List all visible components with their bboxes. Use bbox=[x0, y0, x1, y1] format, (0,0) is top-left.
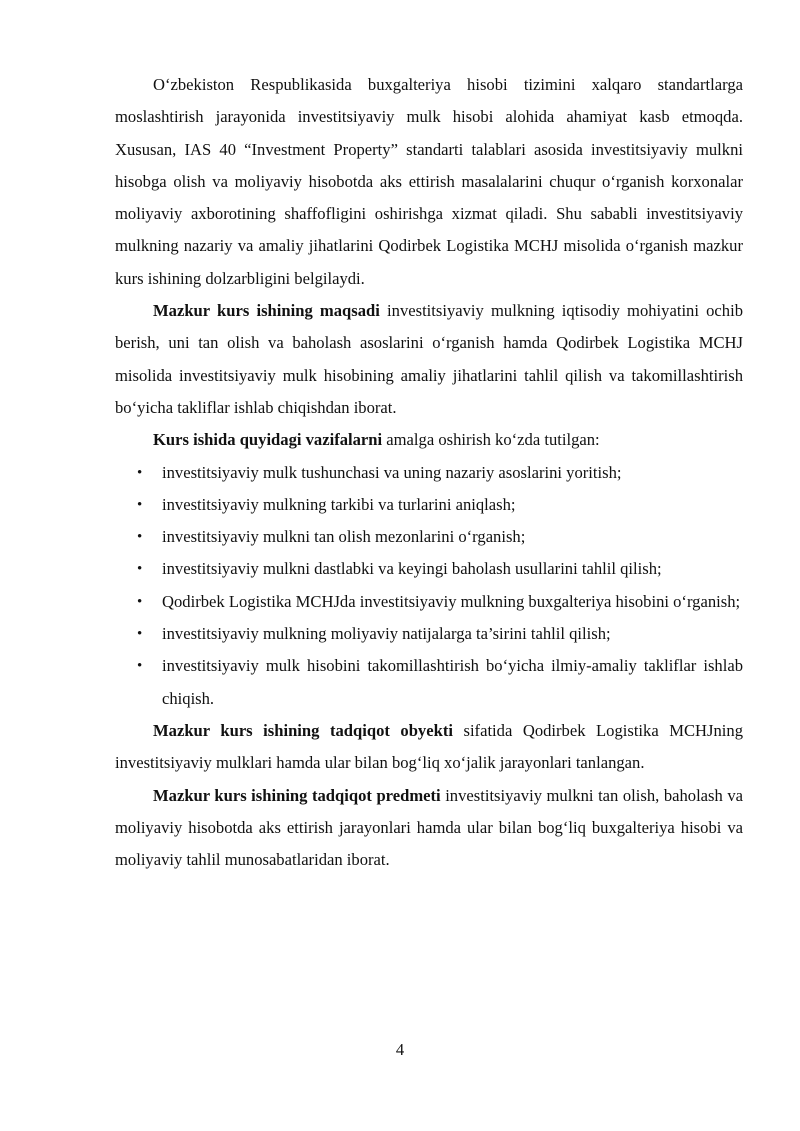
bullet-icon: • bbox=[137, 529, 143, 546]
research-object-text: sifatida Qodirbek Logistika MCHJning investitsiyaviy mulklari hamda ular bilan bog‘liq xo‘jalik jarayonlari tanlangan. bbox=[115, 720, 743, 773]
list-item-text: investitsiyaviy mulkning moliyaviy natijalarga ta’sirini tahlil qilish; bbox=[162, 624, 611, 644]
bullet-icon: • bbox=[137, 658, 143, 675]
list-item bbox=[115, 457, 743, 489]
research-subject-paragraph bbox=[115, 780, 743, 877]
bullet-icon: • bbox=[137, 496, 143, 513]
research-object-paragraph bbox=[115, 715, 743, 780]
list-item-text: investitsiyaviy mulkning tarkibi va turlarini aniqlash; bbox=[162, 494, 516, 514]
list-item bbox=[115, 618, 743, 650]
page-number: 4 bbox=[395, 1040, 405, 1059]
list-item-text: investitsiyaviy mulkni tan olish mezonlarini o‘rganish; bbox=[162, 527, 526, 547]
tasks-list bbox=[115, 457, 743, 715]
tasks-intro-text: amalga oshirish ko‘zda tutilgan: bbox=[382, 430, 600, 450]
goal-heading: Mazkur kurs ishining maqsadi bbox=[153, 301, 380, 321]
list-item-text: investitsiyaviy mulkni dastlabki va keyingi baholash usullarini tahlil qilish; bbox=[162, 559, 662, 579]
research-subject-text: investitsiyaviy mulkni tan olish, baholash va moliyaviy hisobotda aks ettirish jarayonlari hamda ular bilan bog‘liq buxgalteriya hisobi va moliyaviy tahlil munosabatlaridan iborat. bbox=[115, 785, 743, 870]
bullet-icon: • bbox=[137, 561, 143, 578]
goal-text: investitsiyaviy mulkning iqtisodiy mohiyatini ochib berish, uni tan olish va baholash asoslarini o‘rganish hamda Qodirbek Logistika MCHJ misolida investitsiyaviy mulk hisobining amaliy jihatlarini tahlil qilish va takomillashtirish bo‘yicha takliflar ishlab chiqishdan iborat. bbox=[115, 301, 744, 417]
bullet-icon: • bbox=[137, 593, 143, 610]
list-item bbox=[115, 586, 743, 618]
tasks-intro-paragraph bbox=[115, 424, 743, 456]
intro-paragraph: O‘zbekiston Respublikasida buxgalteriya hisobi tizimini xalqaro standartlarga moslashtirish jarayonida investitsiyaviy mulk hisobi alohida ahamiyat kasb etmoqda. Xususan, IAS 40 “Investment Property” standarti talablari asosida investitsiyaviy mulkni hisobga olish va moliyaviy hisobotda aks ettirish masalalarini chuqur o‘rganish korxonalar moliyaviy axborotining shaffofligini oshirishga xizmat qiladi. Shu sababli investitsiyaviy mulkning nazariy va amaliy jihatlarini Qodirbek Logistika MCHJ misolida o‘rganish mazkur kurs ishining dolzarbligini belgilaydi. bbox=[115, 75, 743, 288]
list-item bbox=[115, 553, 743, 585]
research-subject-heading: Mazkur kurs ishining tadqiqot predmeti bbox=[153, 785, 441, 805]
research-object-heading: Mazkur kurs ishining tadqiqot obyekti bbox=[153, 720, 453, 740]
page-body bbox=[115, 69, 743, 876]
list-item-text: investitsiyaviy mulk tushunchasi va uning nazariy asoslarini yoritish; bbox=[162, 462, 622, 482]
goal-paragraph bbox=[115, 295, 743, 424]
list-item-text: investitsiyaviy mulk hisobini takomillashtirish bo‘yicha ilmiy-amaliy takliflar ishlab chiqish. bbox=[162, 656, 743, 708]
list-item bbox=[115, 650, 743, 715]
list-item-text: Qodirbek Logistika MCHJda investitsiyaviy mulkning buxgalteriya hisobini o‘rganish; bbox=[162, 591, 741, 611]
bullet-icon: • bbox=[137, 626, 143, 643]
list-item bbox=[115, 489, 743, 521]
bullet-icon: • bbox=[137, 464, 143, 481]
list-item bbox=[115, 521, 743, 553]
tasks-heading: Kurs ishida quyidagi vazifalarni bbox=[153, 430, 383, 450]
